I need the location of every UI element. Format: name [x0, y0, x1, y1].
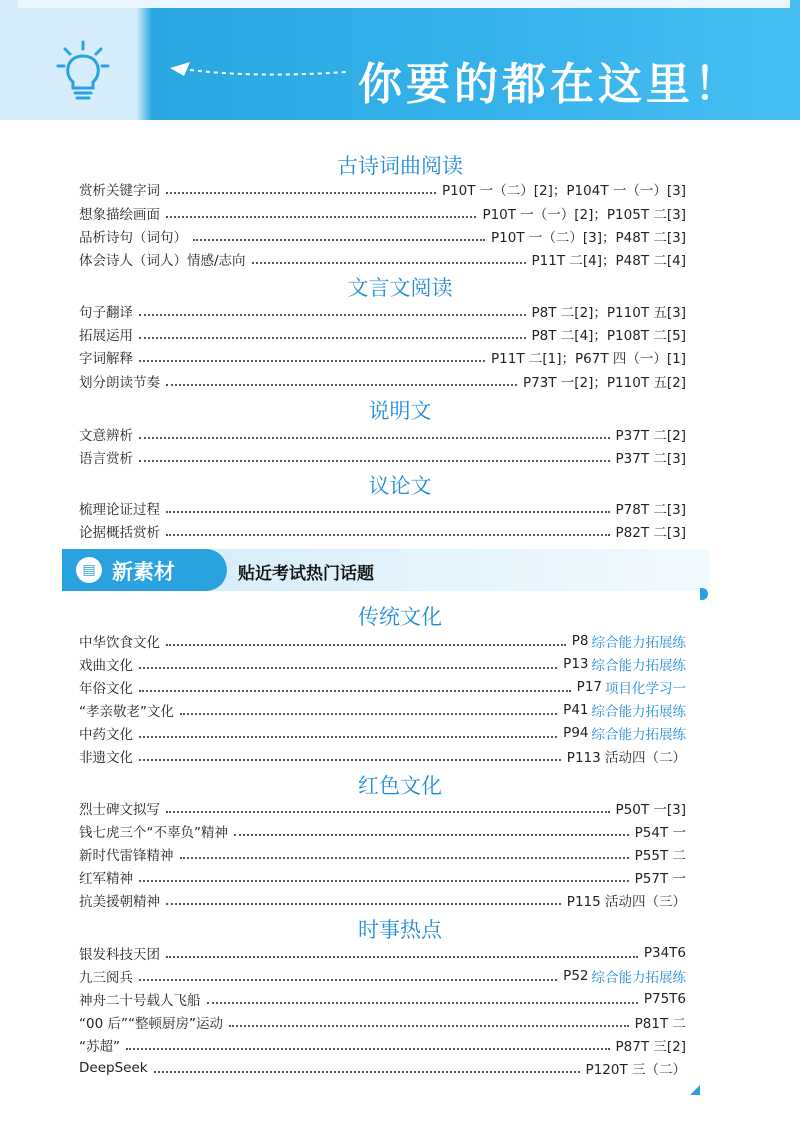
- list-item: 论据概括赏析 P82T 二[3]: [79, 525, 686, 541]
- section-title: 红色文化: [358, 774, 442, 798]
- list-item: 钱七虎三个“不辜负”精神 P54T 一: [79, 825, 686, 841]
- section-title: 说明文: [368, 399, 432, 423]
- section-title: 古诗词曲阅读: [337, 154, 463, 178]
- list-item: 梳理论证过程 P78T 二[3]: [79, 502, 686, 518]
- list-item: 抗美援朝精神 P115 活动四（三）: [79, 894, 686, 910]
- lightbulb-icon: [56, 40, 110, 104]
- list-item: 戏曲文化 P13 综合能力拓展练: [79, 656, 686, 674]
- banner-top-strip: [18, 0, 790, 8]
- list-item: 非遗文化 P113 活动四（二）: [79, 750, 686, 766]
- corner-mark: [690, 1085, 700, 1095]
- band-name: 新素材: [112, 560, 175, 584]
- band-accent: [700, 588, 708, 600]
- list-item: 文意辨析 P37T 二[2]: [79, 428, 686, 444]
- list-item: 中药文化 P94 综合能力拓展练: [79, 725, 686, 743]
- book-icon: ▤: [76, 557, 102, 583]
- section-title: 文言文阅读: [347, 276, 453, 300]
- list-item: “孝亲敬老”文化 P41 综合能力拓展练: [79, 702, 686, 720]
- list-item: 中华饮食文化 P8 综合能力拓展练: [79, 633, 686, 651]
- paper-plane-icon: [168, 58, 348, 82]
- list-item: 九三阅兵 P52 综合能力拓展练: [79, 968, 686, 986]
- list-item: 银发科技天团 P34T6: [79, 945, 686, 963]
- list-item: 拓展运用 P8T 二[4]；P108T 二[5]: [79, 328, 686, 344]
- list-item: DeepSeek P120T 三（二）: [79, 1060, 686, 1078]
- list-item: 想象描绘画面 P10T 一（一）[2]；P105T 二[3]: [79, 207, 686, 223]
- section-title: 时事热点: [358, 918, 442, 942]
- list-item: “苏超” P87T 三[2]: [79, 1039, 686, 1055]
- band-subtitle: 贴近考试热门话题: [238, 564, 374, 584]
- list-item: 红军精神 P57T 一: [79, 871, 686, 887]
- list-item: 句子翻译 P8T 二[2]；P110T 五[3]: [79, 305, 686, 321]
- list-item: 字词解释 P11T 二[1]；P67T 四（一）[1]: [79, 351, 686, 367]
- section-title: 议论文: [368, 474, 432, 498]
- list-item: 语言赏析 P37T 二[3]: [79, 451, 686, 467]
- list-item: “00 后”“整顿厨房”运动 P81T 二: [79, 1016, 686, 1032]
- list-item: 神舟二十号载人飞船 P75T6: [79, 991, 686, 1009]
- list-item: 新时代雷锋精神 P55T 二: [79, 848, 686, 864]
- list-item: 划分朗读节奏 P73T 一[2]；P110T 五[2]: [79, 375, 686, 391]
- list-item: 烈士碑文拟写 P50T 一[3]: [79, 802, 686, 818]
- section-title: 传统文化: [358, 605, 442, 629]
- list-item: 年俗文化 P17 项目化学习一: [79, 679, 686, 697]
- list-item: 赏析关键字词 P10T 一（二）[2]；P104T 一（一）[3]: [79, 183, 686, 199]
- list-item: 体会诗人（词人）情感/志向 P11T 二[4]；P48T 二[4]: [79, 253, 686, 269]
- banner-title: 你要的都在这里！: [358, 59, 742, 110]
- list-item: 品析诗句（词句） P10T 一（二）[3]；P48T 二[3]: [79, 230, 686, 246]
